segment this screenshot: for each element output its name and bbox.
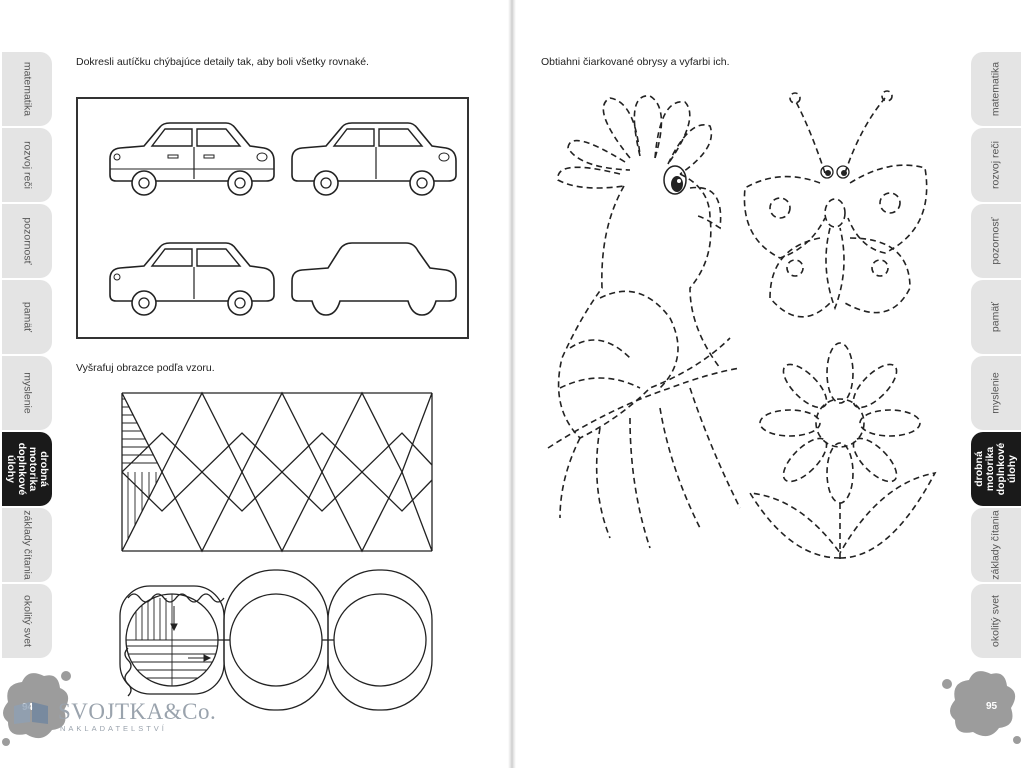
tab-matematika[interactable] [2,52,52,126]
tab-label: okolitý svet [989,595,1002,647]
dashed-tracing-illustration [540,88,940,568]
tab-label: drobná motorika doplnkové úlohy [973,442,1018,496]
car-complete-1 [110,123,274,195]
tab-okolity-svet[interactable] [2,584,52,658]
tab-zaklady-citania[interactable] [971,508,1021,582]
tab-label: pozornosť [989,217,1002,265]
instruction-cars: Dokresli autíčku chýbajúce detaily tak, aby boli všetky rovnaké. [76,56,369,68]
tab-label: matematika [989,61,1002,117]
tab-label: pamäť [989,301,1002,333]
tab-rozvoj-reci[interactable] [2,128,52,202]
tab-label: základy čítania [989,510,1002,580]
tab-pamat[interactable] [2,280,52,354]
tab-label: drobná motorika doplnkové úlohy [5,442,50,496]
tab-label: pozornosť [21,217,34,265]
parrot-eye-icon [664,166,686,194]
book-gutter [508,0,516,768]
flower-outline [750,343,935,563]
tab-label: myslenie [989,372,1002,414]
diamond-hatching-exercise [110,385,440,560]
tab-okolity-svet[interactable] [971,584,1021,658]
tab-label: pamäť [21,301,34,333]
publisher-subtitle: NAKLADATELSTVÍ [60,724,167,733]
publisher-logo-icon [12,700,52,726]
tab-myslenie[interactable] [971,356,1021,430]
tab-label: okolitý svet [21,595,34,647]
parrot-outline [548,96,740,548]
butterfly-eyes-icon [821,166,849,178]
circle-hatching-exercise [118,568,438,716]
tab-label: myslenie [21,372,34,414]
tab-myslenie[interactable] [2,356,52,430]
left-tab-strip [2,52,52,660]
page-number-right: 95 [986,701,998,712]
car-illustrations [78,99,467,337]
right-tab-strip [971,52,1021,660]
tab-drobna-motorika[interactable] [2,432,52,506]
car-outline-4 [292,243,456,315]
car-incomplete-2 [292,123,456,195]
car-incomplete-3 [110,243,274,315]
paint-splash-right [935,660,1024,750]
tab-label: rozvoj reči [21,141,34,189]
tab-label: základy čítania [21,510,34,580]
tab-drobna-motorika[interactable] [971,432,1021,506]
instruction-tracing: Obtiahni čiarkované obrysy a vyfarbi ich. [541,56,730,68]
publisher-logo: SVOJTKA&Co. [58,699,217,724]
tab-pozornost[interactable] [971,204,1021,278]
tab-pamat[interactable] [971,280,1021,354]
tab-rozvoj-reci[interactable] [971,128,1021,202]
tab-pozornost[interactable] [2,204,52,278]
instruction-hatching: Vyšrafuj obrazce podľa vzoru. [76,362,215,374]
tab-label: matematika [21,61,34,117]
tab-zaklady-citania[interactable] [2,508,52,582]
car-exercise-panel [76,97,469,339]
tab-matematika[interactable] [971,52,1021,126]
butterfly-outline [744,91,926,317]
tab-label: rozvoj reči [989,141,1002,189]
